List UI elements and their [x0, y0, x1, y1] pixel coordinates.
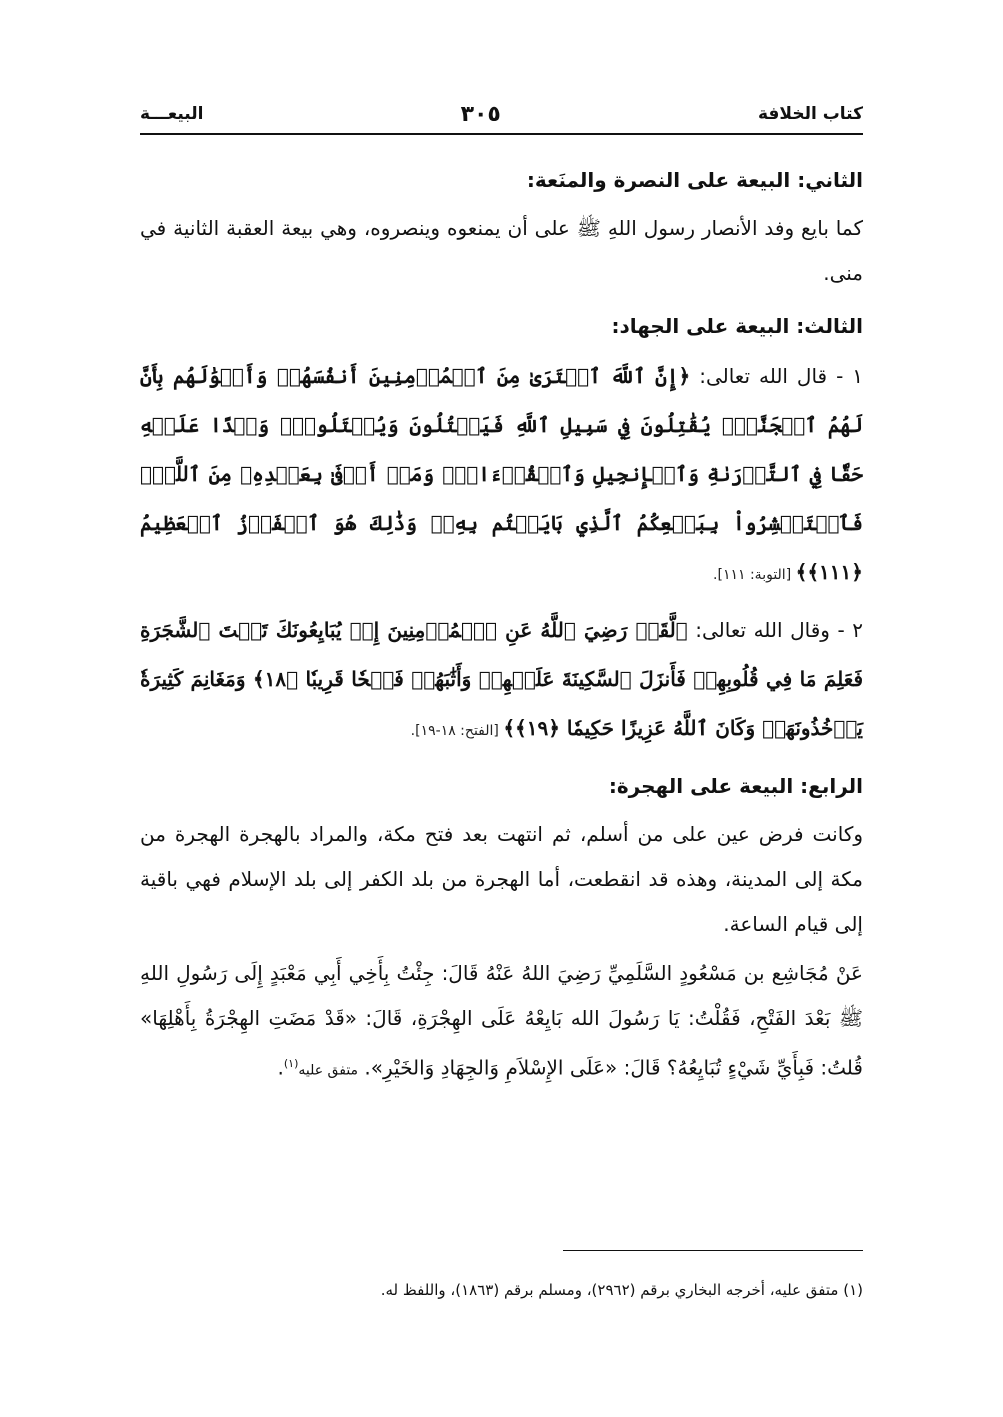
verse-2-reference: [الفتح: ١٨-١٩]. [410, 723, 504, 739]
hadith-paragraph: عَنْ مُجَاشِع بن مَسْعُودٍ السَّلَمِيِّ رَضِيَ اللهُ عَنْهُ قَالَ: جِئْتُ بِأَخِي أَبِي مَعْبَدٍ إِلَى رَسُولِ اللهِ ﷺ بَعْدَ الفَتْحِ، فَقُلْتُ: يَا رَسُولَ الله بَايِعْهُ عَلَى الهِجْرَةِ، قَالَ: «قَدْ مَضَتِ الهِجْرَةُ بِأَهْلِهَا» قُلتُ: فَبِأَيِّ شَيْءٍ تُبَايِعُهُ؟ قَالَ: «عَلَى الإِسْلاَمِ وَالجِهَادِ وَالخَيْرِ». متفق عليه$^{(١)}$. [140, 961, 863, 1080]
hadith-text: عَنْ مُجَاشِع بن مَسْعُودٍ السَّلَمِيِّ رَضِيَ اللهُ عَنْهُ قَالَ: جِئْتُ بِأَخِي أَبِي مَعْبَدٍ إِلَى رَسُولِ اللهِ ﷺ بَعْدَ الفَتْحِ، فَقُلْتُ: يَا رَسُولَ الله بَايِعْهُ عَلَى الهِجْرَةِ، قَالَ: «قَدْ مَضَتِ الهِجْرَةُ بِأَهْلِهَا» قُلتُ: فَبِأَيِّ شَيْءٍ تُبَايِعُهُ؟ قَالَ: «عَلَى الإِسْلاَمِ وَالجِهَادِ وَالخَيْرِ». [140, 961, 863, 1080]
footnote: (١) متفق عليه، أخرجه البخاري برقم (٢٩٦٢)، ومسلم برقم (١٨٦٣)، واللفظ له. [380, 1281, 863, 1299]
header-divider [140, 133, 863, 135]
running-header [140, 98, 863, 130]
verse-2-text: ﴿لَّقَدۡ رَضِيَ ٱللَّهُ عَنِ ٱلۡمُؤۡمِنِينَ إِذۡ يُبَايِعُونَكَ تَحۡتَ ٱلشَّجَرَةِ فَعَلِمَ مَا فِي قُلُوبِهِمۡ فَأَنزَلَ ٱلسَّكِينَةَ عَلَيۡهِمۡ وَأَثَٰبَهُمۡ فَتۡحٗا قَرِيبٗا ﴿١٨﴾ وَمَغَانِمَ كَثِيرَةٗ يَأۡخُذُونَهَاۗ وَكَانَ ٱللَّهُ عَزِيزًا حَكِيمٗا ﴿١٩﴾﴾ [140, 618, 863, 740]
verse-1-text: ﴿إِنَّ ٱللَّهَ ٱشۡتَرَىٰ مِنَ ٱلۡمُؤۡمِنِينَ أَنفُسَهُمۡ وَأَمۡوَٰلَهُم بِأَنَّ لَهُمُ ٱلۡجَنَّةَۚ يُقَٰتِلُونَ فِي سَبِيلِ ٱللَّهِ فَيَقۡتُلُونَ وَيُقۡتَلُونَۖ وَعۡدًا عَلَيۡهِ حَقّٗا فِي ٱلتَّوۡرَىٰةِ وَٱلۡإِنجِيلِ وَٱلۡقُرۡءَانِۚ وَمَنۡ أَوۡفَىٰ بِعَهۡدِهِۦ مِنَ ٱللَّهِۚ فَٱسۡتَبۡشِرُواْ بِبَيۡعِكُمُ ٱلَّذِي بَايَعۡتُم بِهِۦۚ وَذَٰلِكَ هُوَ ٱلۡفَوۡزُ ٱلۡعَظِيمُ ﴿١١١﴾﴾ [140, 364, 863, 584]
page-body [140, 150, 863, 1098]
page-number: ٣٠٥ [460, 101, 501, 127]
footnote-marker: (١) [283, 1057, 299, 1070]
verse-item-2 [140, 606, 863, 756]
verse-2-intro: ٢ - وقال الله تعالى: [687, 618, 864, 642]
verse-1-intro: ١ - قال الله تعالى: [690, 364, 863, 388]
header-book-title: كتاب الخلافة [757, 104, 863, 124]
hadith-source: متفق عليه [298, 1062, 359, 1079]
section-heading-jihad: الثالث: البيعة على الجهاد: [611, 314, 863, 338]
verse-1-reference: [التوبة: ١١١]. [713, 567, 796, 583]
verse-item-1 [140, 352, 863, 600]
section-body-hijra: وكانت فرض عين على من أسلم، ثم انتهت بعد فتح مكة، والمراد بالهجرة الهجرة من مكة إلى المدينة، وهذه قد انقطعت، أما الهجرة من بلد الكفر إلى بلد الإسلام فهي باقية إلى قيام الساعة. [140, 822, 863, 936]
section-heading-hijra: الرابع: البيعة على الهجرة: [608, 774, 863, 798]
header-chapter-title: البيعـــة [140, 104, 204, 124]
footnote-divider [563, 1250, 863, 1251]
section-heading-support: الثاني: البيعة على النصرة والمنَعة: [526, 168, 863, 192]
section-body-support: كما بايع وفد الأنصار رسول اللهِ ﷺ على أن يمنعوه وينصروه، وهي بيعة العقبة الثانية في منى. [140, 216, 863, 285]
